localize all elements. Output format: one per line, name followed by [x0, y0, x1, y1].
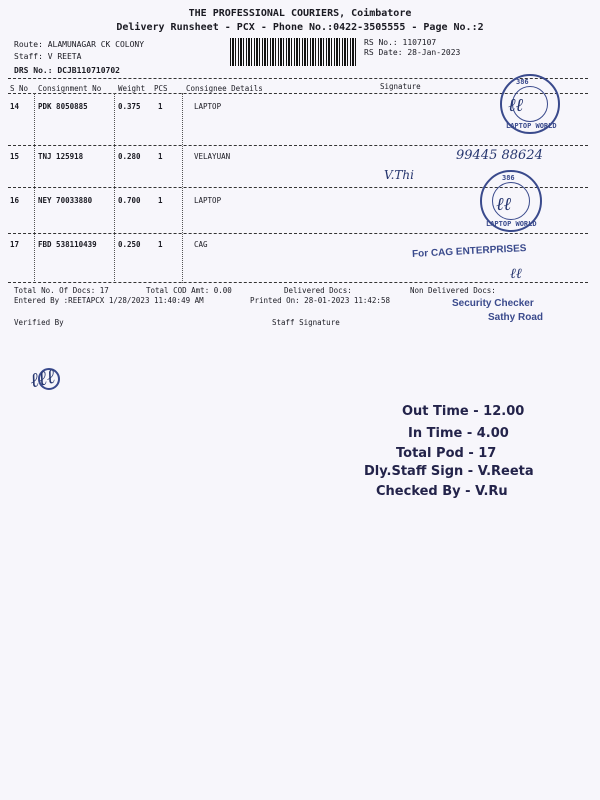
divider	[8, 78, 588, 79]
table-row-consignee: CAG	[194, 240, 208, 249]
column-rule	[34, 93, 35, 283]
in-time: In Time - 4.00	[408, 426, 509, 441]
table-row-pcs: 1	[158, 102, 163, 111]
rs-number: RS No.: 1107107	[364, 38, 437, 47]
round-stamp	[480, 170, 542, 232]
delivered-docs: Delivered Docs:	[284, 286, 352, 295]
stamp-number: 386	[516, 78, 529, 86]
printed-on: Printed On: 28-01-2023 11:42:58	[250, 296, 390, 305]
table-row-sno: 17	[10, 240, 20, 249]
table-row-sno: 16	[10, 196, 20, 205]
table-row-sno: 15	[10, 152, 20, 161]
col-consignee: Consignee Details	[186, 84, 263, 93]
table-row-consignee: VELAYUAN	[194, 152, 231, 161]
table-row-weight: 0.250	[118, 240, 141, 249]
cag-stamp: For CAG ENTERPRISES	[411, 243, 527, 260]
table-row-weight: 0.280	[118, 152, 141, 161]
col-sno: S No	[10, 84, 29, 93]
handwritten-signature: ℓℓ	[496, 194, 511, 215]
table-row-consignee: LAPTOP	[194, 102, 222, 111]
security-stamp-line2: Sathy Road	[488, 312, 544, 323]
non-delivered-docs: Non Delivered Docs:	[410, 286, 496, 295]
stamp-text: LAPTOP WORLD	[506, 122, 557, 130]
verified-by: Verified By	[14, 318, 64, 327]
table-row-consignment: FBD 538110439	[38, 240, 97, 249]
divider	[8, 282, 588, 283]
col-consignment: Consignment No	[38, 84, 102, 93]
table-row-consignment: PDK 8050885	[38, 102, 88, 111]
divider	[8, 233, 588, 234]
staff-signature-label: Staff Signature	[272, 318, 340, 327]
document-title: THE PROFESSIONAL COURIERS, Coimbatore	[188, 8, 412, 19]
table-row-pcs: 1	[158, 196, 163, 205]
col-weight: Weight	[118, 84, 146, 93]
security-stamp-line1: Security Checker	[452, 298, 534, 309]
barcode	[230, 38, 358, 66]
checked-by: Checked By - V.Ru	[376, 484, 508, 499]
handwritten-signature: ℓℓ	[508, 95, 523, 116]
route-label: Route: ALAMUNAGAR CK COLONY	[14, 40, 145, 49]
rs-date: RS Date: 28-Jan-2023	[364, 48, 461, 57]
stamp-text: LAPTOP WORLD	[486, 220, 537, 228]
handwritten-signature: ℓℓ	[510, 266, 522, 282]
drs-number: DRS No.: DCJB110710702	[14, 66, 120, 75]
col-signature: Signature	[380, 82, 421, 91]
stamp-number: 386	[502, 174, 515, 182]
column-rule	[114, 93, 115, 283]
document-subtitle: Delivery Runsheet - PCX - Phone No.:0422-3505555 - Page No.:2	[116, 22, 484, 33]
col-pcs: PCS	[154, 84, 168, 93]
table-row-consignment: NEY 70033880	[38, 196, 93, 205]
table-row-consignee: LAPTOP	[194, 196, 222, 205]
table-row-weight: 0.700	[118, 196, 141, 205]
total-pod: Total Pod - 17	[396, 446, 497, 461]
table-row-weight: 0.375	[118, 102, 141, 111]
column-rule	[182, 93, 183, 283]
handwritten-initials: V.Thi	[384, 168, 414, 182]
staff-label: Staff: V REETA	[14, 52, 82, 61]
entered-by: Entered By :REETAPCX 1/28/2023 11:40:49 AM	[14, 296, 204, 305]
table-row-pcs: 1	[158, 240, 163, 249]
table-row-pcs: 1	[158, 152, 163, 161]
out-time: Out Time - 12.00	[402, 404, 525, 419]
total-docs: Total No. Of Docs: 17	[14, 286, 109, 295]
handwritten-phone: 99445 88624	[456, 148, 543, 163]
table-row-consignment: TNJ 125918	[38, 152, 84, 161]
divider	[8, 145, 588, 146]
total-cod: Total COD Amt: 0.00	[146, 286, 232, 295]
table-row-sno: 14	[10, 102, 20, 111]
verifier-signature: ℓℓℓ	[27, 363, 58, 393]
dly-staff-sign: Dly.Staff Sign - V.Reeta	[364, 464, 534, 479]
